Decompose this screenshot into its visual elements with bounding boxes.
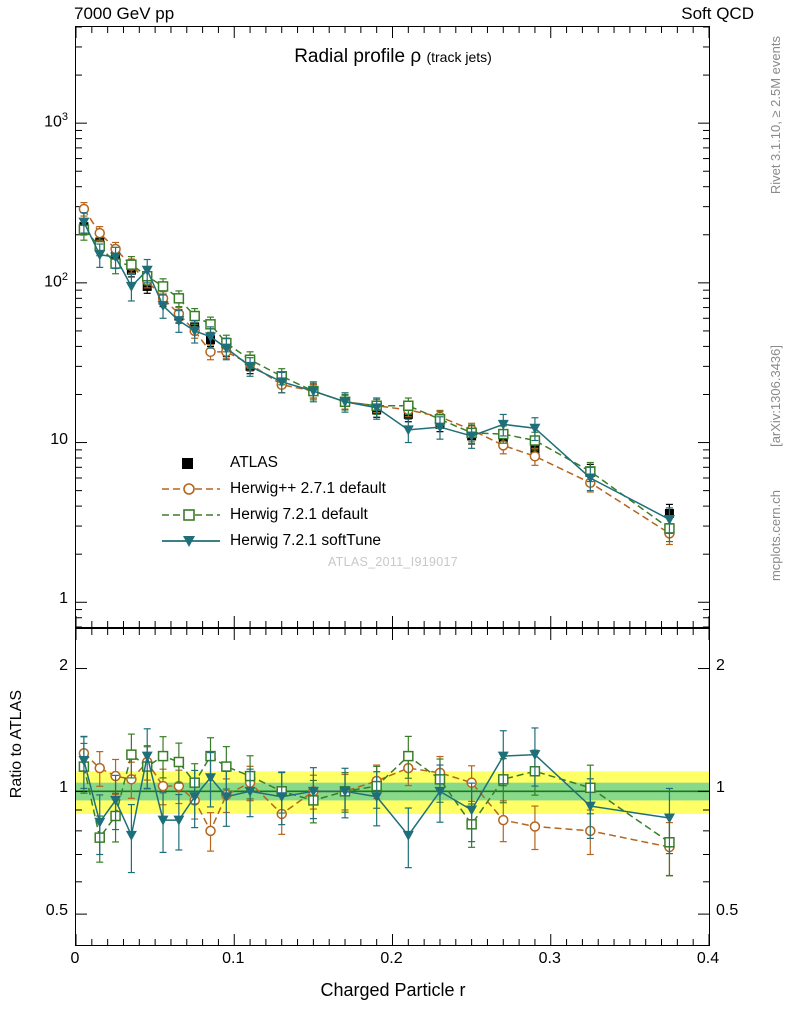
- legend-marker-atlas: [160, 453, 222, 473]
- rivet-version-label: Rivet 3.1.10, ≥ 2.5M events: [768, 36, 783, 195]
- ratio-y-tick-label-left-1: 1: [59, 779, 68, 797]
- analysis-watermark: ATLAS_2011_I919017: [327, 555, 459, 569]
- legend: [160, 450, 386, 554]
- x-tick-label-2: 0.2: [380, 950, 403, 967]
- plot-subtitle-text: (track jets): [426, 49, 492, 65]
- legend-marker-herwig721-softtune: [160, 531, 222, 551]
- y-tick-label-0: 1: [59, 590, 68, 608]
- x-tick-label-4: 0.4: [696, 950, 720, 967]
- ratio-y-tick-label-right-1: 1: [716, 779, 725, 797]
- legend-label-herwigpp271: Herwig++ 2.7.1 default: [230, 480, 386, 497]
- plot-title-text: Radial profile ρ: [294, 46, 422, 67]
- legend-item-herwigpp271: [160, 476, 386, 502]
- ratio-y-axis-title: Ratio to ATLAS: [8, 690, 25, 799]
- ratio-y-tick-label-left-0: 0.5: [45, 902, 68, 920]
- ratio-y-tick-label-left-2: 2: [59, 656, 68, 674]
- legend-item-atlas: [160, 450, 386, 476]
- ratio-plot-panel: [75, 628, 710, 946]
- legend-marker-herwig721-default: [160, 505, 222, 525]
- arxiv-reference-label: [arXiv:1306.3436]: [768, 345, 783, 447]
- header-right-label: Soft QCD: [681, 4, 754, 23]
- x-axis-title: Charged Particle r: [320, 980, 466, 1000]
- legend-label-atlas: ATLAS: [230, 454, 278, 471]
- legend-item-herwig721-softtune: [160, 528, 386, 554]
- x-tick-label-0: 0: [70, 950, 80, 967]
- legend-marker-herwigpp271: [160, 479, 222, 499]
- y-tick-label-1: 10: [50, 430, 68, 448]
- y-tick-label-3: $10^3$: [44, 111, 68, 131]
- ratio-y-tick-label-right-0: 0.5: [716, 902, 739, 920]
- x-tick-label-3: 0.3: [538, 950, 561, 967]
- legend-label-herwig721-softtune: Herwig 7.2.1 softTune: [230, 532, 382, 549]
- ratio-y-tick-label-right-2: 2: [716, 656, 725, 674]
- header-left-label: 7000 GeV pp: [74, 4, 175, 23]
- x-tick-label-1: 0.1: [222, 950, 245, 967]
- legend-label-herwig721-default: Herwig 7.2.1 default: [230, 506, 368, 523]
- mcplots-url-label: mcplots.cern.ch: [768, 490, 783, 582]
- y-tick-label-2: $10^2$: [44, 270, 68, 291]
- plot-title: [0, 46, 786, 68]
- ratio-plot-canvas: [76, 629, 709, 945]
- legend-item-herwig721-default: [160, 502, 386, 528]
